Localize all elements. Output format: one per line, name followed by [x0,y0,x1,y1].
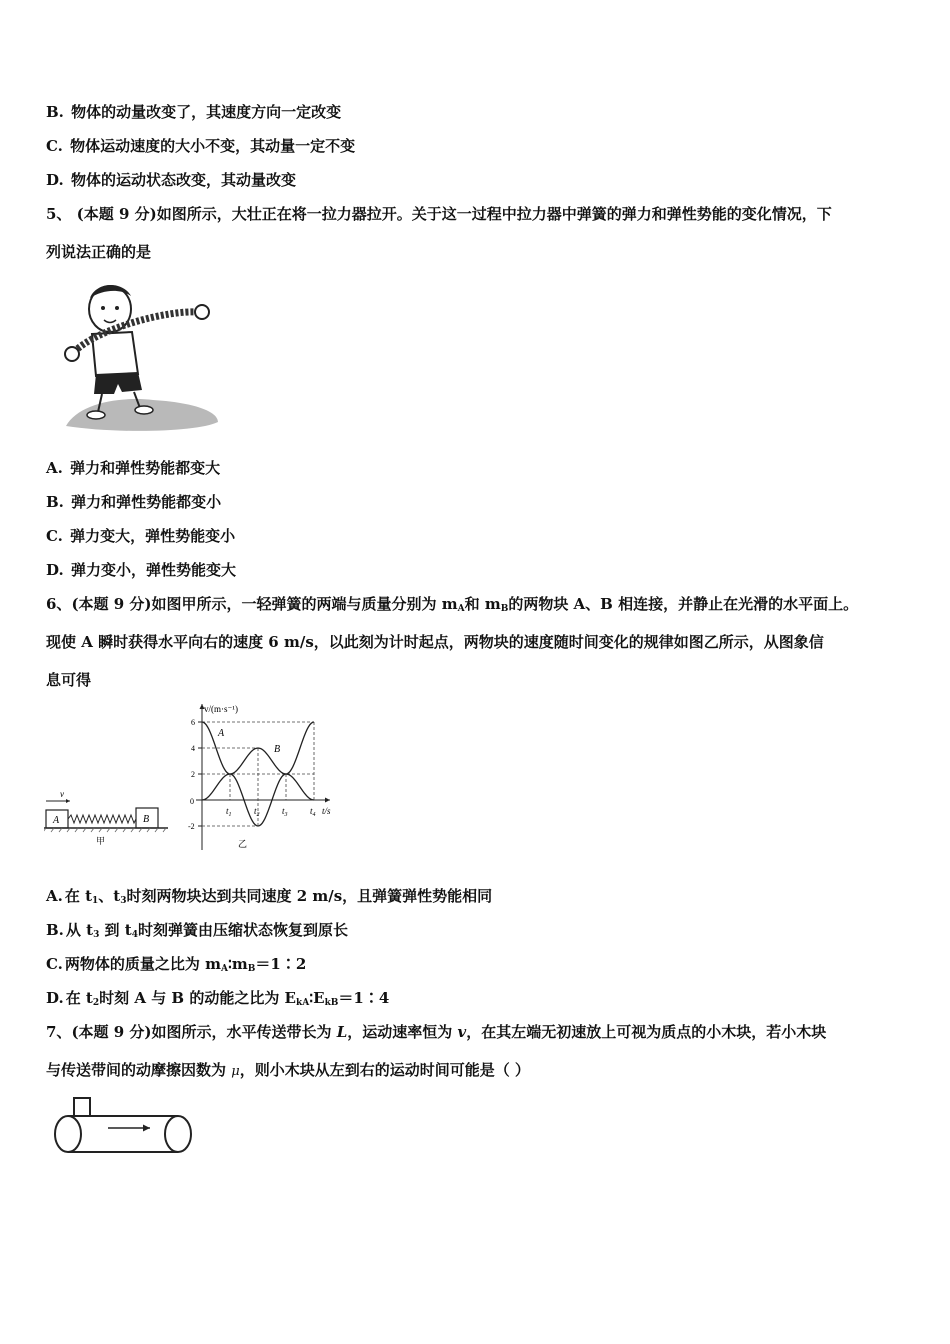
option-text: 时刻两物块达到共同速度 2 m/s，且弹簧弹性势能相同 [126,887,493,905]
stem-text: (本题 9 分)如图甲所示，一轻弹簧的两端与质量分别为 m [71,595,458,613]
x-axis-label: t/s [322,806,331,816]
question-number: 6、 [46,595,72,613]
subscript: A [221,964,228,974]
option-label: B. [46,103,64,121]
option-text: 在 t [65,989,93,1007]
option-label: C. [46,955,63,973]
right-roller [165,1116,191,1152]
speed-symbol: v [457,1023,467,1041]
q6-option-a [46,886,492,911]
y-tick-label: 2 [191,770,195,779]
subscript: 4 [131,930,138,940]
subscript: 3 [93,930,100,940]
q5-option-c [46,526,235,546]
option-text: 时刻弹簧由压缩状态恢复到原长 [137,921,348,939]
option-text: 、t [98,887,121,905]
boy-shirt [92,332,138,376]
y-tick-label: 6 [191,718,195,727]
option-text: 在 t [64,887,93,905]
option-label: C. [46,527,63,545]
figure-caption: 甲 [96,836,106,846]
option-text: 从 t [65,921,94,939]
option-label: A. [46,459,63,477]
x-tick-label: $t_2$ [254,806,260,818]
stem-text: ，则小木块从左到右的运动时间可能是（ ） [239,1061,530,1079]
option-label: D. [46,171,64,189]
q6-figure-jia [44,786,174,848]
subscript: B [247,964,256,974]
q6-stem-line2: 现使 A 瞬时获得水平向右的速度 6 m/s，以此刻为计时起点，两物块的速度随时间变化的规律如图乙所示，从图象信 [46,633,824,651]
q4-option-c [46,136,355,156]
curve-a-label: A [218,728,225,739]
option-label: B. [46,921,64,939]
q5-option-d [46,560,236,580]
question-number: 7、 [46,1023,72,1041]
option-text: ∶E [309,989,325,1007]
boy-shorts [94,372,142,394]
subscript: A [457,604,465,614]
length-symbol: L [336,1023,348,1041]
stem-text: 和 m [464,595,501,613]
option-label: B. [46,493,64,511]
q6-stem-line1 [46,594,858,619]
option-text: ＝1∶2 [255,955,307,973]
friction-coefficient-symbol: μ [231,1064,240,1079]
q4-option-d [46,170,296,190]
option-text: 弹力变小，弹性势能变大 [70,561,236,579]
q6-figure-yi-chart [182,700,342,856]
option-label: C. [46,137,63,155]
option-text: 弹力和弹性势能都变大 [70,459,221,477]
option-text: ∶m [228,955,248,973]
option-label: D. [46,989,64,1007]
option-label: A. [46,887,63,905]
stem-text: (本题 9 分)如图所示，水平传送带长为 [71,1023,337,1041]
option-text: 两物体的质量之比为 m [64,955,222,973]
subscript: 2 [92,998,100,1008]
left-fist [65,347,79,361]
origin-label: 0 [190,797,194,806]
y-axis-label: v/(m·s⁻¹) [204,704,238,714]
small-block [74,1098,90,1116]
q5-figure-expander-boy [58,276,224,436]
option-text: 物体的动量改变了，其速度方向一定改变 [71,103,342,121]
option-text: 物体的运动状态改变，其动量改变 [70,171,296,189]
q5-option-b [46,492,221,512]
q7-stem-line2 [46,1060,530,1082]
block-b-label: B [143,814,150,825]
q7-figure-conveyor [50,1096,200,1160]
q5-option-a [46,458,220,478]
right-fist [195,305,209,319]
stem-text: 与传送带间的动摩擦因数为 [46,1061,232,1079]
stem-text: (本题 9 分)如图所示，大壮正在将一拉力器拉开。关于这一过程中拉力器中弹簧的弹力和弹性势能的变化情况，下 [76,205,832,223]
figure-caption: 乙 [238,839,248,849]
curve-b-label: B [274,744,281,755]
stem-text: ，在其左端无初速放上可视为质点的小木块，若小木块 [466,1023,827,1041]
subscript: B [500,604,509,614]
stem-text: ，运动速率恒为 [347,1023,458,1041]
q6-option-b [46,920,348,945]
q5-stem-line2: 列说法正确的是 [46,243,152,261]
subscript: 3 [120,896,127,906]
x-tick-label: $t_1$ [226,806,232,818]
option-label: D. [46,561,64,579]
q6-option-c [46,954,306,979]
q7-stem-line1 [46,1022,826,1042]
x-tick-label: $t_4$ [310,806,316,818]
y-tick-label: 4 [191,744,195,753]
option-text: 时刻 A 与 B 的动能之比为 E [99,989,296,1007]
option-text: 弹力和弹性势能都变小 [71,493,222,511]
q6-stem-line3: 息可得 [46,671,92,689]
subscript: kA [296,998,310,1008]
q6-option-d [46,988,389,1013]
spring [68,815,136,823]
stem-text: 的两物块 A、B 相连接，并静止在光滑的水平面上。 [508,595,859,613]
option-text: 到 t [99,921,132,939]
option-text: 弹力变大，弹性势能变小 [70,527,236,545]
x-tick-label: $t_3$ [282,806,288,818]
option-text: ＝1∶4 [338,989,390,1007]
left-roller [55,1116,81,1152]
subscript: kB [324,998,339,1008]
block-a-label: A [53,815,60,826]
option-text: 物体运动速度的大小不变，其动量一定不变 [70,137,356,155]
velocity-label: v [60,789,64,799]
subscript: 1 [92,896,99,906]
question-number: 5、 [46,205,72,223]
q5-stem-line1 [46,204,832,224]
y-tick-label: -2 [188,822,195,831]
q4-option-b [46,102,341,122]
